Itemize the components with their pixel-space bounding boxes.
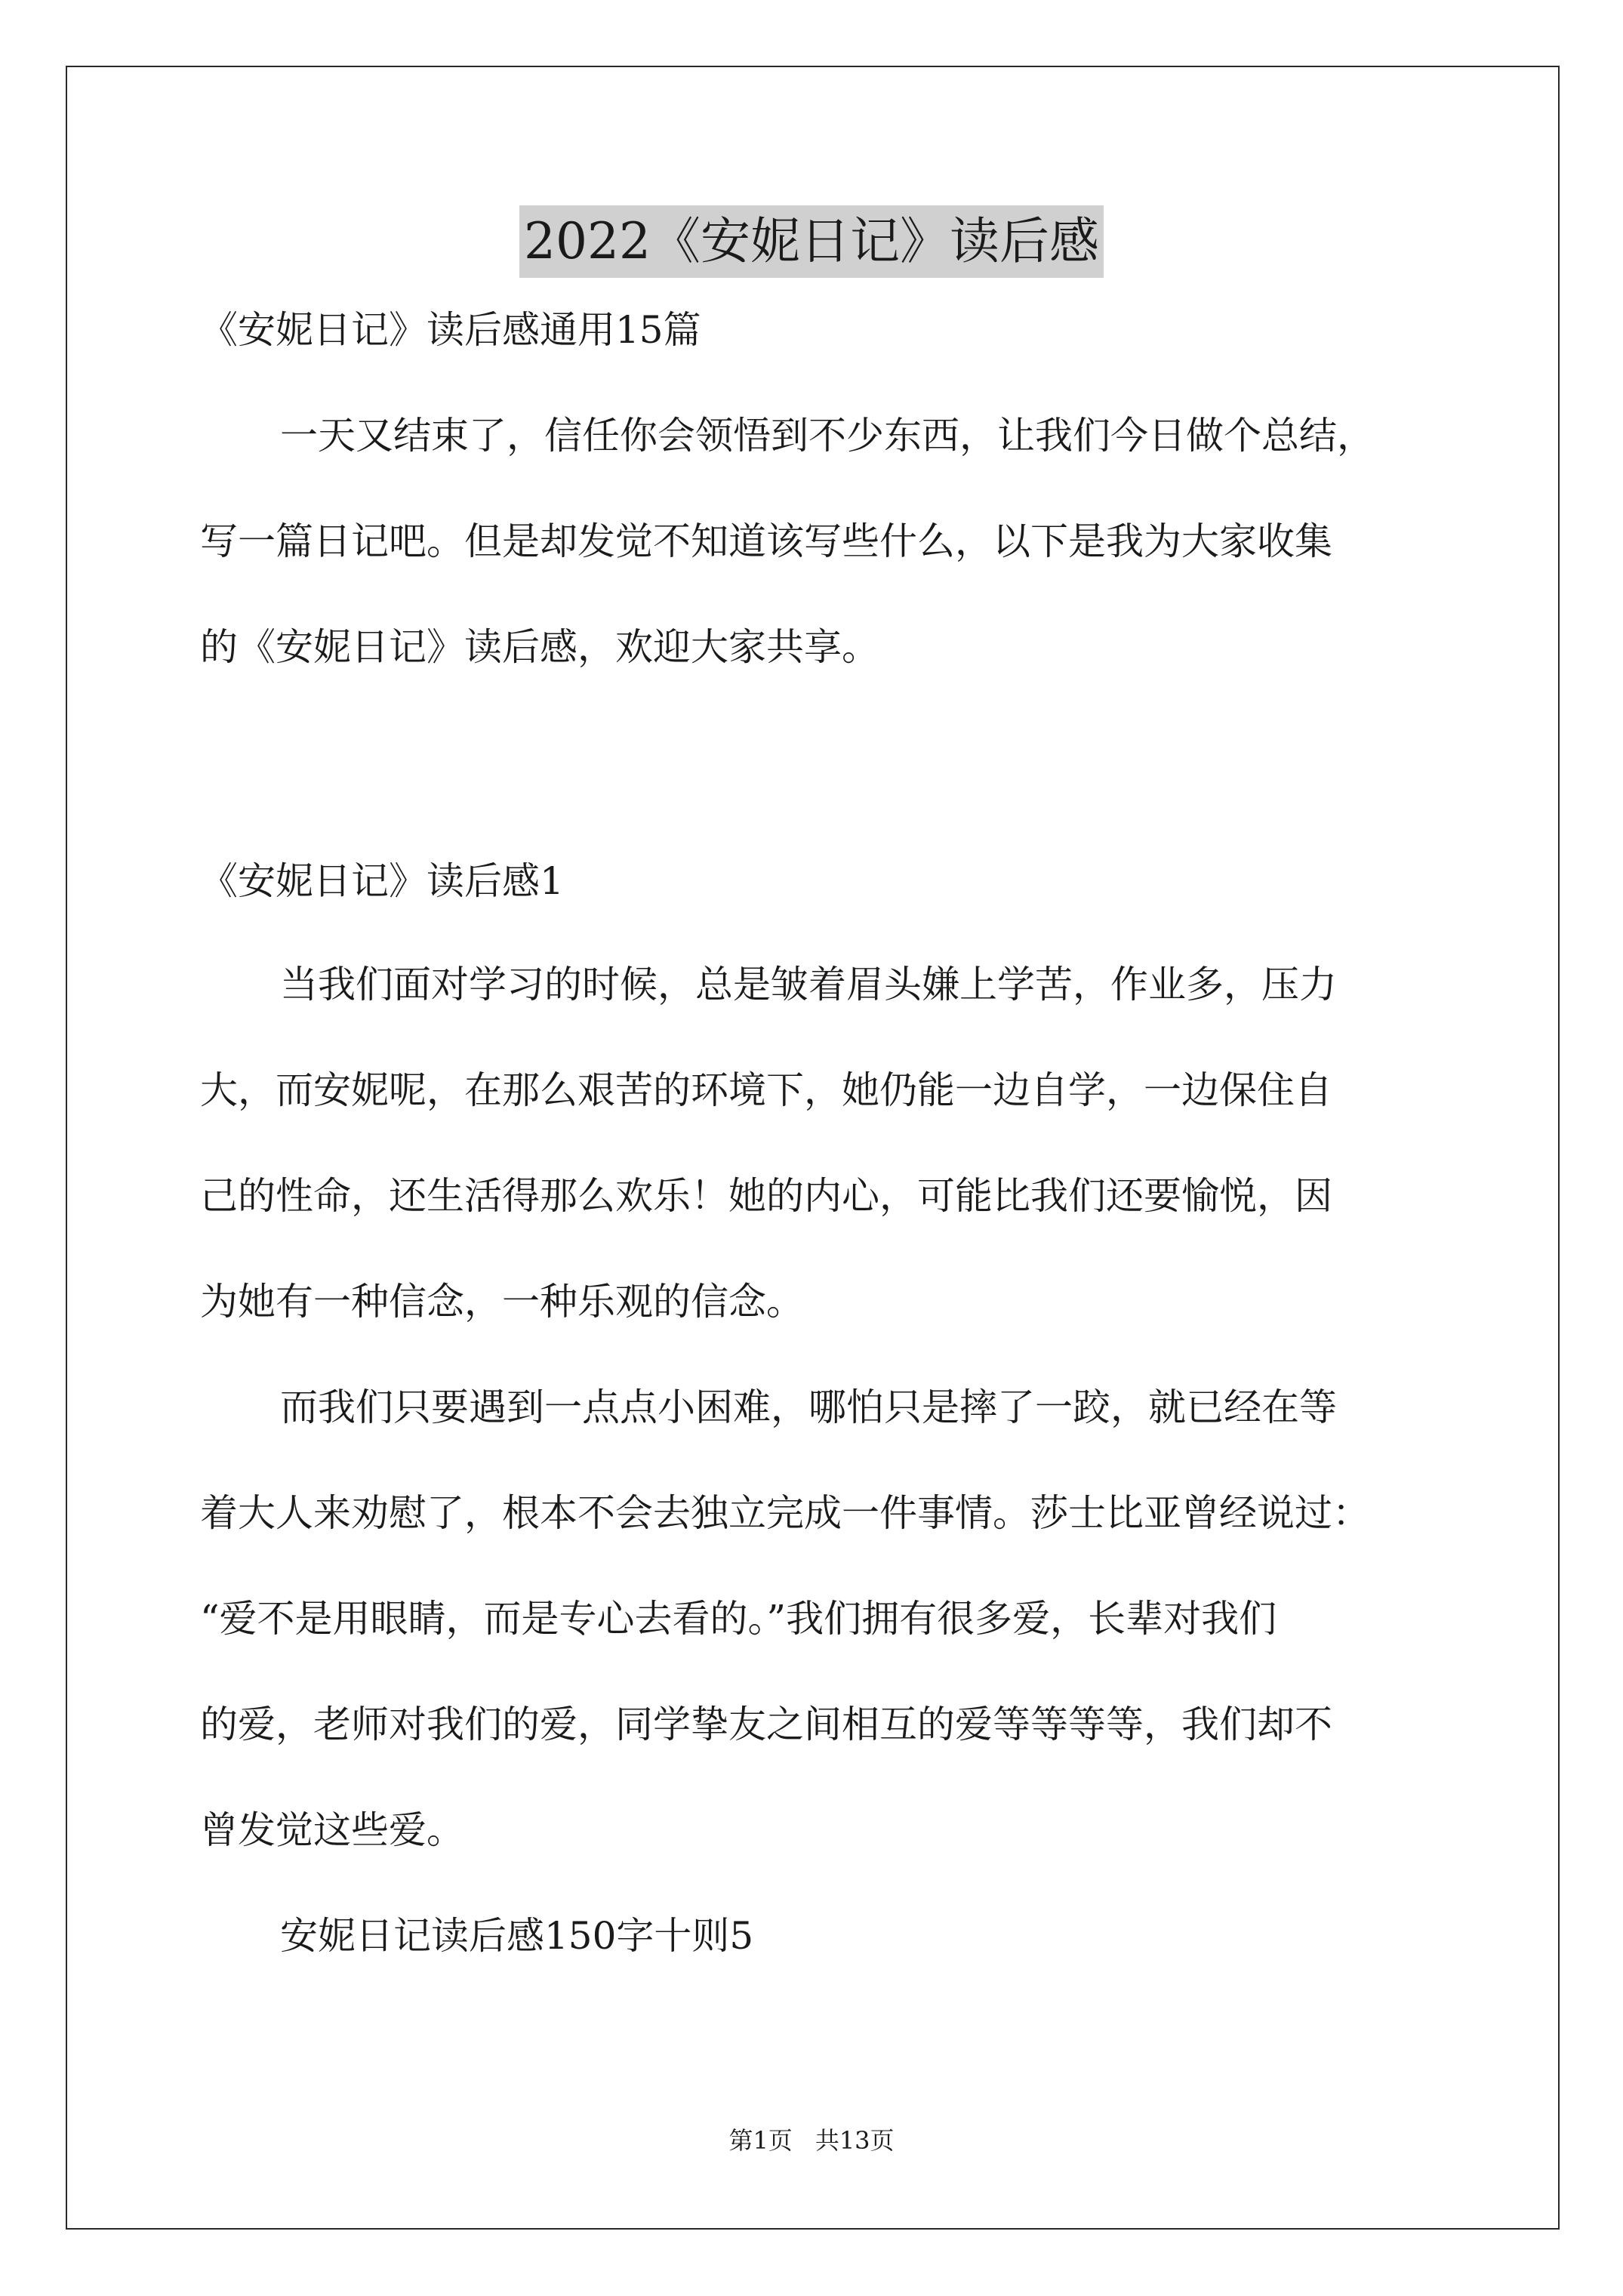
page-footer [0,2125,1623,2156]
page-number: 第1页 [728,2126,793,2155]
intro-line: 的《安妮日记》读后感，欢迎大家共享。 [200,625,879,669]
document-title-text: 2022《安妮日记》读后感 [519,205,1104,278]
intro-line: 写一篇日记吧。但是却发觉不知道该写些什么，以下是我为大家收集 [200,519,1332,563]
subtitle: 《安妮日记》读后感通用15篇 [200,308,701,352]
paragraph-line: 曾发觉这些爱。 [200,1808,464,1852]
paragraph-line: 己的性命，还生活得那么欢乐！她的内心，可能比我们还要愉悦，因 [200,1174,1332,1218]
paragraph-line: 当我们面对学习的时候，总是皱着眉头嫌上学苦，作业多，压力 [280,963,1337,1006]
section-heading: 《安妮日记》读后感1 [200,859,564,903]
paragraph-line: 为她有一种信念，一种乐观的信念。 [200,1280,804,1324]
paragraph-line: 而我们只要遇到一点点小困难，哪怕只是摔了一跤，就已经在等 [280,1385,1337,1429]
paragraph-line: “爱不是用眼睛，而是专心去看的。”我们拥有很多爱，长辈对我们 [200,1597,1277,1641]
page-total: 共13页 [815,2126,895,2155]
paragraph-line: 着大人来劝慰了，根本不会去独立完成一件事情。莎士比亚曾经说过： [200,1491,1370,1535]
paragraph-line: 大，而安妮呢，在那么艰苦的环境下，她仍能一边自学，一边保住自 [200,1068,1332,1112]
paragraph-line: 的爱，老师对我们的爱，同学挚友之间相互的爱等等等等，我们却不 [200,1703,1332,1746]
trailing-line: 安妮日记读后感150字十则5 [280,1914,754,1958]
intro-line: 一天又结束了，信任你会领悟到不少东西，让我们今日做个总结， [280,414,1375,458]
page-border [66,66,1560,2230]
document-title [0,205,1623,278]
